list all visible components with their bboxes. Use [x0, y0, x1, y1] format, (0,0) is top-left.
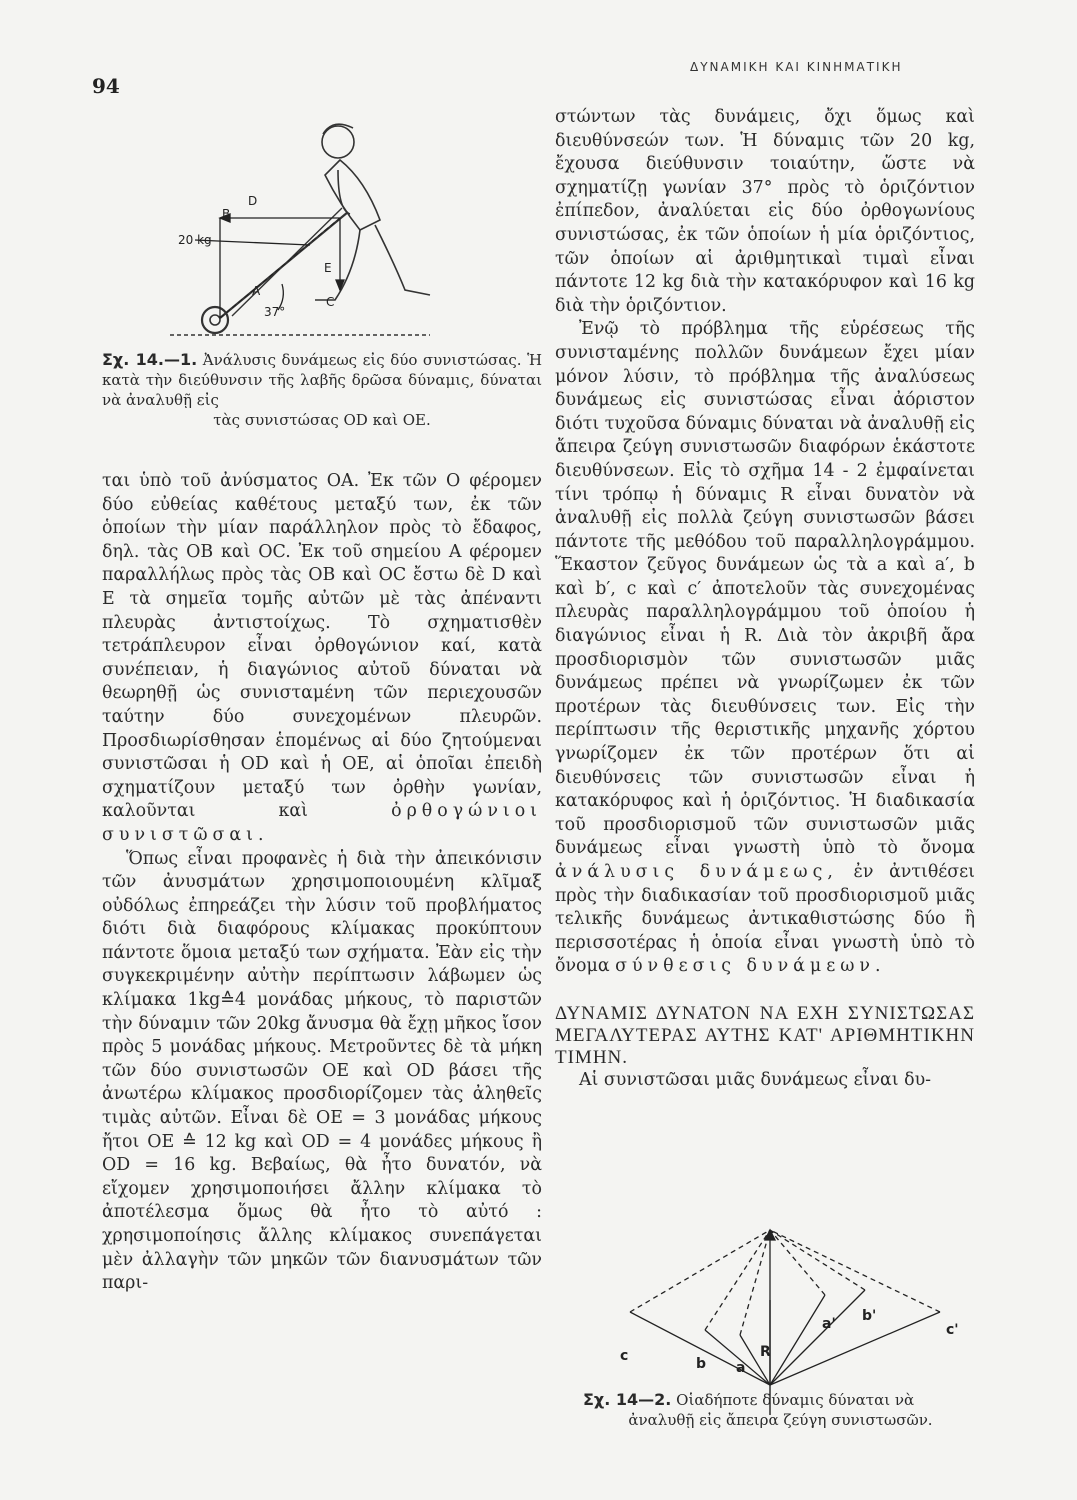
fig1-label-angle: 37° — [264, 305, 286, 319]
force-leader-line — [195, 240, 310, 245]
running-title: ΔΥΝΑΜΙΚΗ ΚΑΙ ΚΙΝΗΜΑΤΙΚΗ — [690, 60, 903, 74]
fig2-label-r: R — [760, 1344, 771, 1360]
fig2-label-a: a — [736, 1360, 746, 1376]
fig2-label-c-prime: c' — [946, 1322, 959, 1338]
right-paragraph-2 — [555, 318, 975, 979]
fig1-label-a: A — [252, 284, 261, 298]
figure1-caption-text: Ἀνάλυσις δυνάμεως εἰς δύο συνιστώσας. Ἡ κατὰ τὴν διεύθυνσιν τῆς λαβῆς δρῶσα δύναμις, δύναται νὰ ἀναλυθῇ εἰς — [102, 351, 542, 409]
figure2-caption-label: Σχ. 14—2. — [583, 1390, 672, 1409]
figure-force-resolution-lines — [610, 1220, 970, 1390]
figure1-caption-label: Σχ. 14.—1. — [102, 350, 198, 369]
figure1-caption — [102, 350, 542, 430]
figure2-caption — [583, 1390, 978, 1430]
section-heading: ΔΥΝΑΜΙΣ ΔΥΝΑΤΟΝ ΝΑ ΕΧΗ ΣΥΝΙΣΤΩΣΑΣ ΜΕΓΑΛΥΤΕΡΑΣ ΑΥΤΗΣ ΚΑΤ' ΑΡΙΘΜΗΤΙΚΗΝ ΤΙΜΗΝ. — [555, 1002, 975, 1068]
fig2-label-a-prime: a' — [822, 1316, 836, 1332]
fig1-label-force: 20 kg — [178, 233, 212, 247]
right-paragraph-2-cont: ἐν ἀντιθέσει πρὸς τὴν διαδικασίαν τοῦ προσδιορισμοῦ μιᾶς τελικῆς δυνάμεως ἀντικαθιστώσης δύο ἢ περισσοτέρας ἡ ὁποία εἶναι γνωστὴ ὑπὸ τὸ ὄνομα — [555, 862, 976, 977]
vector-b-prime-line — [770, 1290, 865, 1385]
fig1-label-c: C — [326, 295, 335, 309]
vector-c-line — [630, 1312, 770, 1385]
vector-c-prime-line — [770, 1312, 940, 1385]
vector-b-line — [705, 1330, 770, 1385]
force-vectors — [195, 214, 344, 318]
figure2-caption-last: ἀναλυθῇ εἰς ἄπειρα ζεύγη συνιστωσῶν. — [628, 1411, 933, 1429]
figure1-caption-last: τὰς συνιστώσας OD καὶ OE. — [213, 411, 431, 429]
term-synthesis: σύνθεσις δυνάμεων. — [615, 956, 886, 977]
fig2-label-b-prime: b' — [862, 1308, 877, 1324]
left-paragraph-2: Ὅπως εἶναι προφανὲς ἡ διὰ τὴν ἀπεικόνισιν τῶν ἀνυσμάτων χρησιμοποιουμένη κλῖμαξ οὐδόλως ἐπηρεάζει τὴν λύσιν τοῦ προβλήματος διότι διὰ διαφόρους κλίμακας προκύπτουν πάντοτε ὅμοια μεταξύ των σχήματα. Ἐὰν εἰς τὴν συγκεκριμένην αὐτὴν περίπτωσιν λάβωμεν ὡς κλίμακα 1kg≙4 μονάδας μήκους, τὸ παριστῶν τὴν δύναμιν τῶν 20kg ἄνυσμα θὰ ἔχῃ μῆκος ἴσον πρὸς 5 μονάδας μήκους. Μετροῦντες δὲ τὰ μήκη τῶν δύο συνιστωσῶν OE καὶ OD βάσει τῆς ἀνωτέρω κλίμακος προσδιορίζομεν τὰς ἀληθεῖς τιμὰς αὐτῶν. Εἶναι δὲ OE = 3 μονάδας μήκους ἤτοι OE ≙ 12 kg καὶ OD = 4 μονάδες μήκους ἢ OD = 16 kg. Βεβαίως, θὰ ἦτο δυνατόν, νὰ εἴχομεν χρησιμοποιήσει ἄλλην κλίμακα τὸ ἀποτέλεσμα ὅμως θὰ ἦτο τὸ αὐτό : χρησιμοποίησις ἄλλης κλίμακος συνεπάγεται μὲν ἀλλαγὴν τῶν μηκῶν τῶν διανυσμάτων τῶν παρι- — [102, 848, 542, 1294]
page-number: 94 — [92, 74, 120, 98]
right-paragraph-3: Αἱ συνιστῶσαι μιᾶς δυνάμεως εἶναι δυ- — [579, 1069, 932, 1090]
fig1-label-d: D — [248, 194, 258, 208]
fig2-label-b: b — [696, 1356, 707, 1372]
right-paragraph-1: στώντων τὰς δυνάμεις, ὄχι ὅμως καὶ διευθύνσεών των. Ἡ δύναμις τῶν 20 kg, ἔχουσα διεύθυνσιν τοιαύτην, ὥστε νὰ σχηματίζῃ γωνίαν 37° πρὸς τὸ ὁριζόντιον ἐπίπεδον, ἀναλύεται εἰς δύο ὀρθογωνίους συνιστώσας, ἐκ τῶν ὁποίων ἡ μία ὁριζόντιος, τῶν ὁποίων αἱ ἀριθμητικαὶ τιμαὶ εἶναι πάντοτε 12 kg διὰ τὴν κατακόρυφον καὶ 16 kg διὰ τὴν ὁριζόντιον. — [555, 107, 975, 316]
left-paragraph-1-spaced: ὀρθογώνιοι συνιστῶσαι. — [102, 801, 542, 845]
mower-person-illustration — [170, 124, 430, 335]
fig1-label-b: B — [222, 207, 231, 221]
vector-a-prime-line — [770, 1295, 825, 1385]
left-paragraph-1-text: ται ὑπὸ τοῦ ἀνύσματος OA. Ἐκ τῶν O φέρομεν δύο εὐθείας καθέτους μεταξύ των, ἐκ τῶν ὁποίων τὴν μίαν παράλληλον πρὸς τὸ ἔδαφος, δηλ. τὰς OB καὶ OC. Ἐκ τοῦ σημείου A φέρομεν παραλλήλως πρὸς τὰς OB καὶ OC ἔστω δὲ D καὶ E τὰ σημεῖα τομῆς αὐτῶν μὲ τὰς ἀπέναντι πλευρὰς ἀντιστοίχως. Τὸ σχηματισθὲν τετράπλευρον εἶναι ὀρθογώνιον καί, κατὰ συνέπειαν, ἡ διαγώνιος αὐτοῦ δύναται νὰ θεωρηθῇ ὡς συνισταμένη τῶν περιεχουσῶν ταύτην δύο συνεχομένων πλευρῶν. Προσδιωρίσθησαν ἑπομένως αἱ δύο ζητούμεναι συνιστῶσαι ἡ OD καὶ ἡ OE, αἱ ὁποῖαι ἐπειδὴ σχηματίζουν μεταξύ των ὀρθὴν γωνίαν, καλοῦνται καὶ — [102, 471, 542, 822]
term-analysis: ἀνάλυσις δυνάμεως, — [555, 862, 838, 882]
left-paragraph-1 — [102, 470, 542, 848]
figure2-caption-text: Οἱαδήποτε δύναμις δύναται νὰ — [676, 1391, 915, 1409]
fig1-label-e: E — [324, 261, 332, 275]
fig2-label-c: c — [620, 1348, 629, 1364]
right-paragraph-2-text: Ἐνῷ τὸ πρόβλημα τῆς εὑρέσεως τῆς συνισταμένης πολλῶν δυνάμεων ἔχει μίαν μόνον λύσιν, τὸ πρόβλημα τῆς ἀναλύσεως δυνάμεως εἰς συνιστώσας εἶναι ἀόριστον διότι τυχοῦσα δύναμις δύναται νὰ ἀναλυθῇ εἰς ἄπειρα ζεύγη συνιστωσῶν διαφόρων ἑκάστοτε διευθύνσεων. Εἰς τὸ σχῆμα 14 - 2 ἐμφαίνεται τίνι τρόπῳ ἡ δύναμις R εἶναι δυνατὸν νὰ ἀναλυθῇ εἰς πολλὰ ζεύγη συνιστωσῶν βάσει πάντοτε τῆς μεθόδου τοῦ παραλληλογράμμου. Ἕκαστον ζεῦγος δυνάμεων ὡς τὰ a καὶ a′, b καὶ b′, c καὶ c′ ἀποτελοῦν τὰς συνεχομένας πλευρὰς παραλληλογράμμου τοῦ ὁποίου ἡ διαγώνιος εἶναι ἡ R. Διὰ τὸν ἀκριβῆ ἄρα προσδιορισμὸν τῶν συνιστωσῶν μιᾶς δυνάμεως πρέπει νὰ γνωρίζωμεν ἐκ τῶν προτέρων τὰς διευθύνσεις των. Εἰς τὴν περίπτωσιν τῆς θεριστικῆς μηχανῆς χόρτου γνωρίζομεν ἐκ τῶν προτέρων ὅτι αἱ διευθύνσεις τῶν συνιστωσῶν εἶναι ἡ κατακόρυφος καὶ ἡ ὁριζόντιος. Ἡ διαδικασία τοῦ προσδιορισμοῦ τῶν συνιστωσῶν μιᾶς δυνάμεως εἶναι γνωστὴ ὑπὸ τὸ ὄνομα — [555, 319, 975, 859]
figure-lawnmower-diagram — [160, 100, 460, 340]
left-column — [102, 470, 542, 1296]
right-column — [555, 106, 975, 1093]
